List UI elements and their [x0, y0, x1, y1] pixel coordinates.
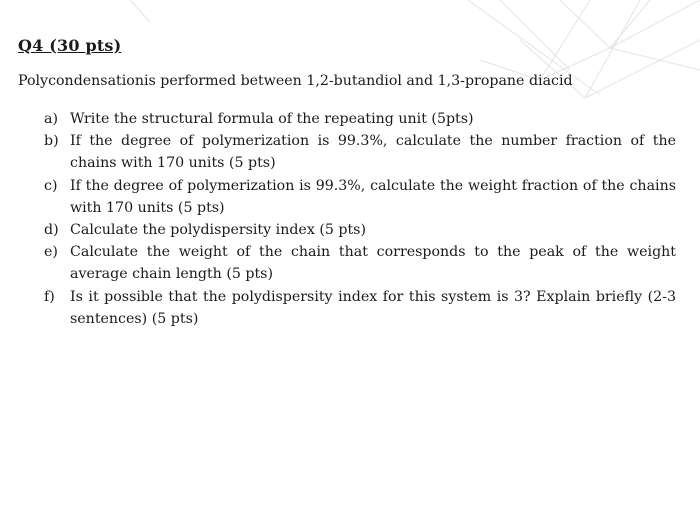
subquestion-text: Calculate the weight of the chain that corresponds to the peak of the weight average chain length (5 pts) — [70, 244, 676, 283]
subquestion-b — [44, 130, 676, 174]
subquestion-marker: b) — [44, 133, 59, 150]
subquestion-text: Calculate the polydispersity index (5 pts) — [70, 222, 366, 239]
subquestion-marker: a) — [44, 111, 58, 127]
subquestion-list — [44, 108, 676, 330]
question-title: Q4 (30 pts) — [18, 36, 122, 55]
subquestion-d — [44, 219, 676, 241]
subquestion-marker: d) — [44, 222, 59, 239]
subquestion-marker: e) — [44, 244, 58, 261]
subquestion-marker: f) — [44, 288, 55, 305]
question-intro: Polycondensationis performed between 1,2-butandiol and 1,3-propane diacid — [18, 73, 573, 89]
subquestion-text: If the degree of polymerization is 99.3%, calculate the number fraction of the chains with 170 units (5 pts) — [70, 133, 676, 172]
subquestion-text: Write the structural formula of the repeating unit (5pts) — [70, 111, 474, 127]
subquestion-a — [44, 108, 676, 130]
subquestion-text: Is it possible that the polydispersity index for this system is 3? Explain briefly (2-3 sentences) (5 pts) — [70, 288, 676, 327]
subquestion-text: If the degree of polymerization is 99.3%, calculate the weight fraction of the chains with 170 units (5 pts) — [70, 177, 676, 216]
subquestion-c — [44, 175, 676, 219]
subquestion-marker: c) — [44, 177, 58, 194]
subquestion-f — [44, 286, 676, 330]
subquestion-e — [44, 241, 676, 285]
